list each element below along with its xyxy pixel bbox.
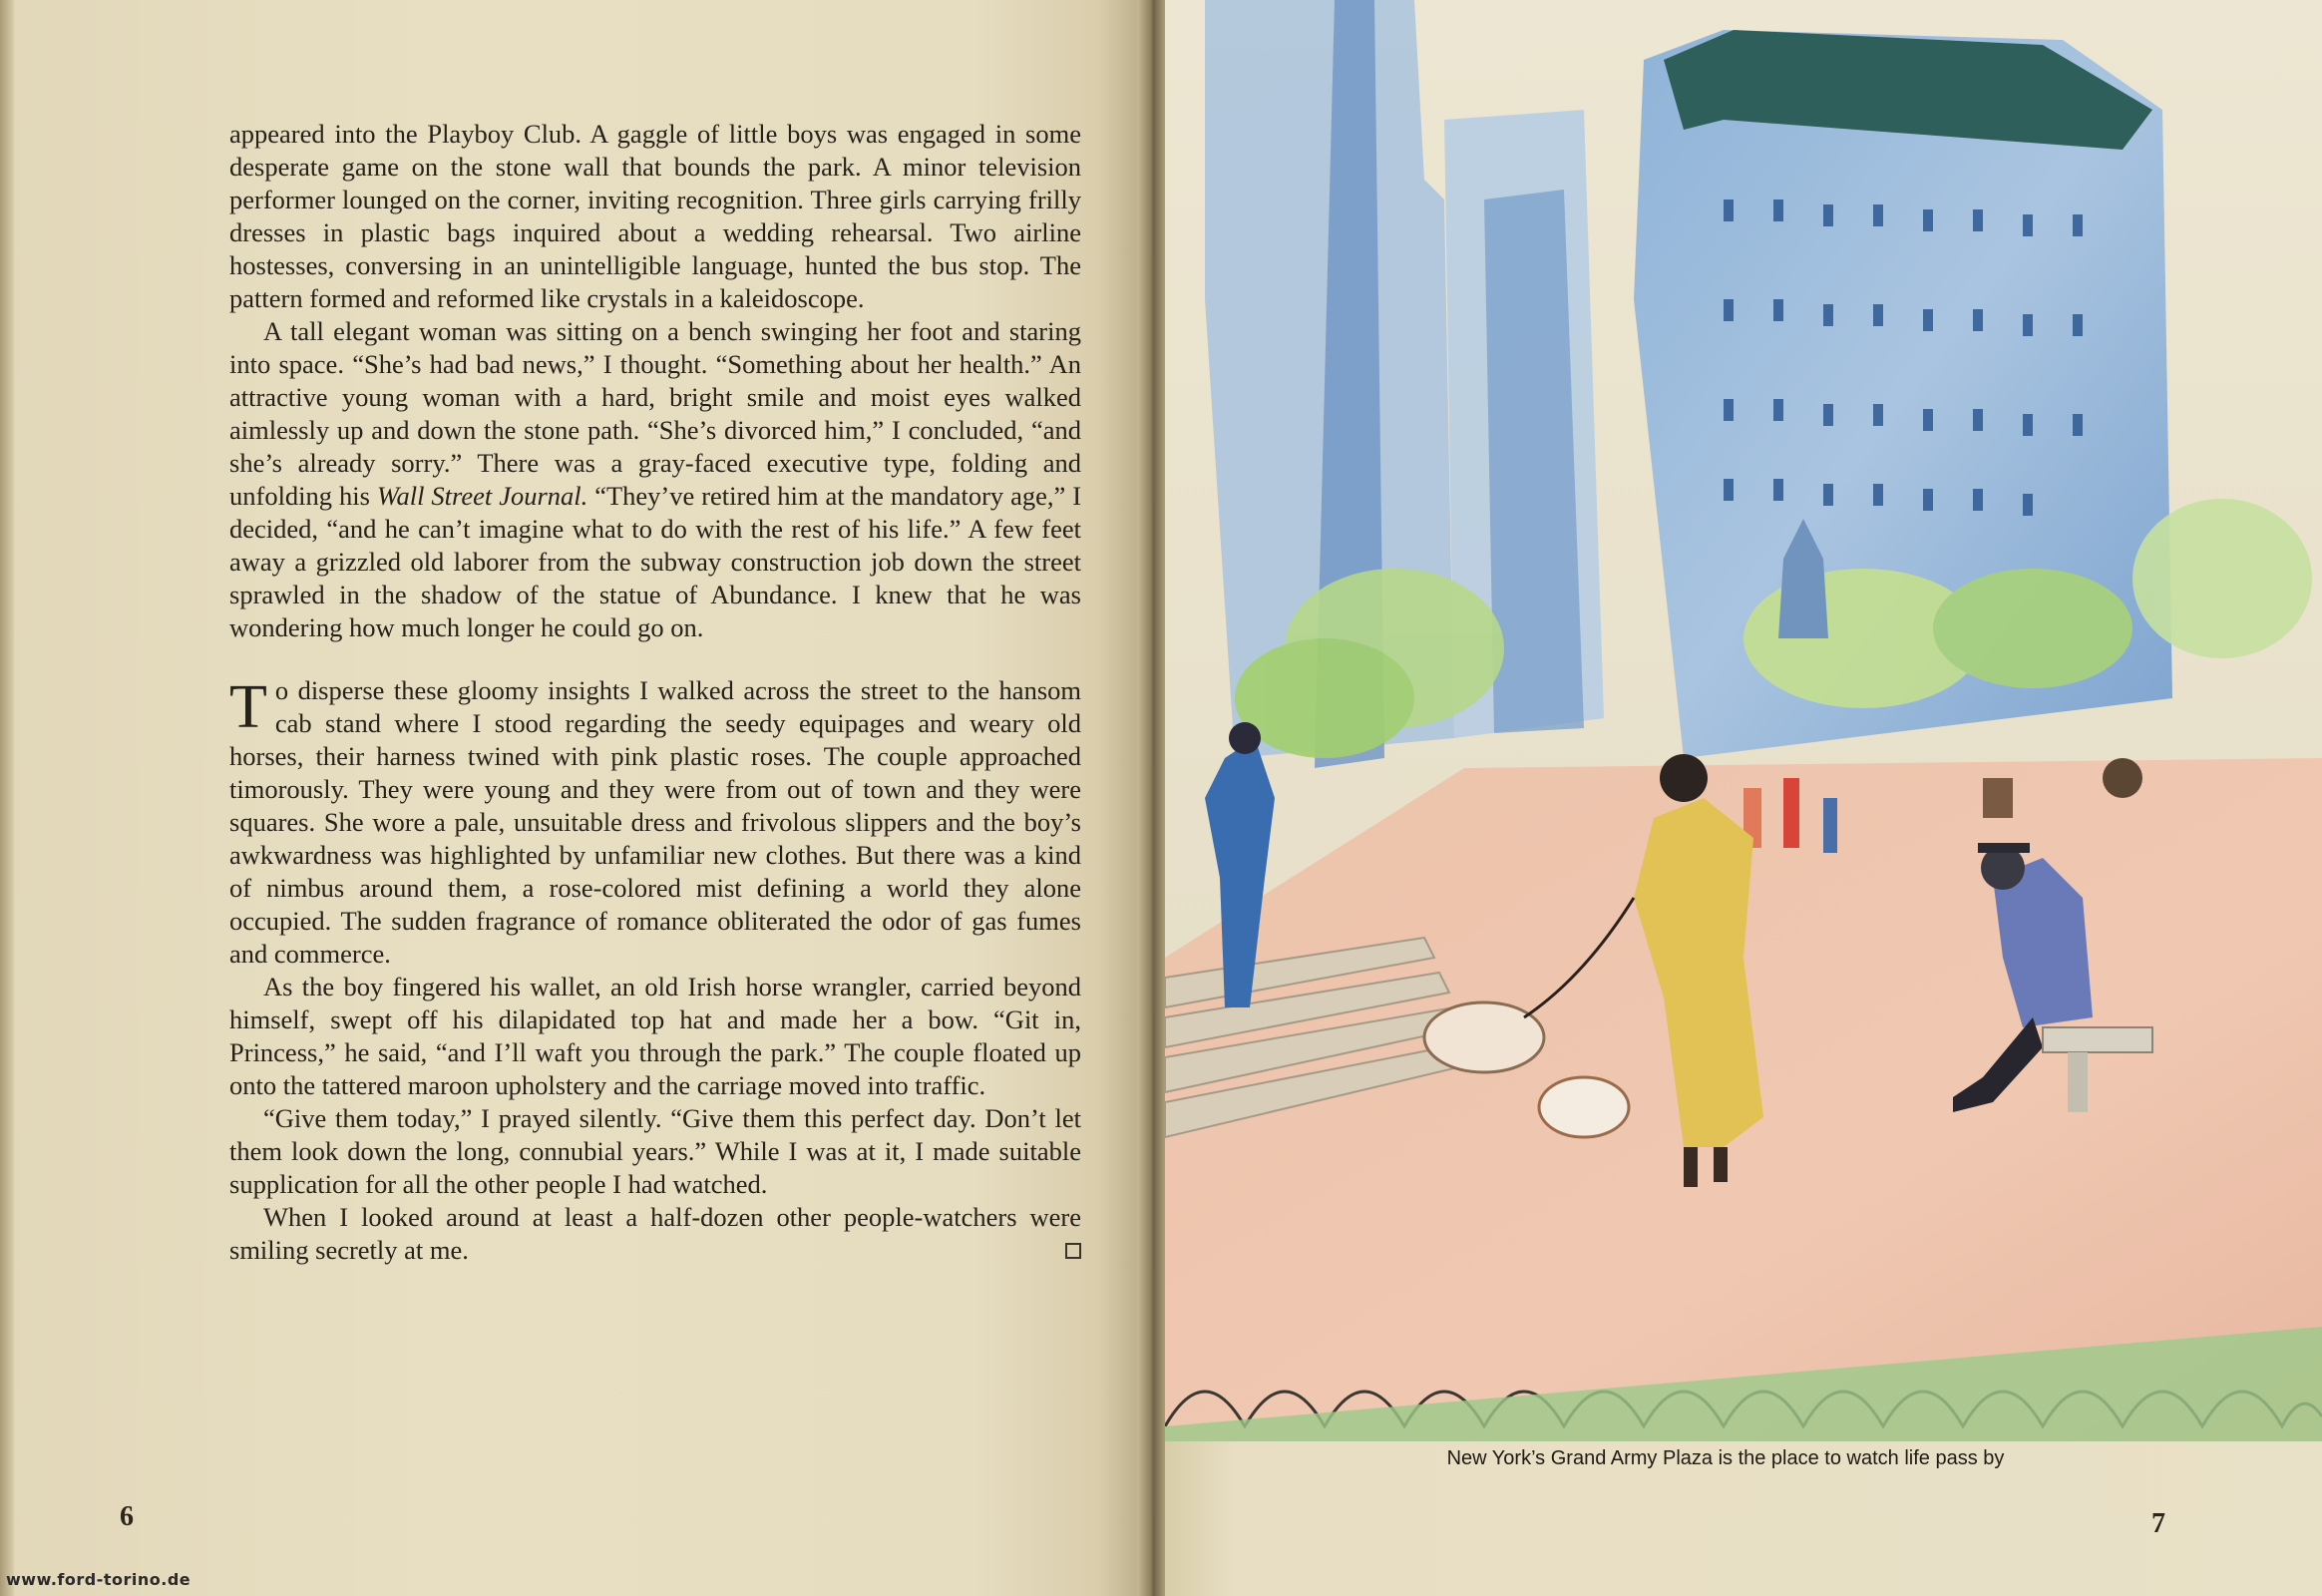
- left-page: [0, 0, 1145, 1596]
- italic-title: Wall Street Journal.: [376, 481, 588, 511]
- paragraph-text: “They’ve retired him at the mandatory age,” I decided, “and he can’t imagine what to do with the rest of his life.” A few feet away a grizzled old laborer from the subway construction job down the street sprawled in the shadow of the statue of Abundance. I knew that he was wondering how much longer he could go on.: [229, 481, 1082, 642]
- watermark: www.ford-torino.de: [6, 1570, 192, 1589]
- page-edge: [0, 0, 14, 1596]
- article-text: [229, 118, 1081, 1267]
- illustration-caption: New York’s Grand Army Plaza is the place to watch life pass by: [1446, 1447, 2005, 1469]
- paragraph-dropcap: [229, 674, 1081, 971]
- paragraph: “Give them today,” I prayed silently. “Give them this perfect day. Don’t let them look down the long, connubial years.” While I was at it, I made suitable supplication for all the other people I had watched.: [229, 1103, 1081, 1199]
- paragraph-text: When I looked around at least a half-dozen other people-watchers were smiling secretly at me.: [229, 1202, 1081, 1265]
- page-number-right: 7: [2151, 1508, 2165, 1539]
- paragraph: appeared into the Playboy Club. A gaggle of little boys was engaged in some desperate game on the stone wall that bounds the park. A minor television performer lounged on the corner, inviting recognition. Three girls carrying frilly dresses in plastic bags inquired about a wedding rehearsal. Two airline hostesses, conversing in an unintelligible language, hunted the bus stop. The pattern formed and reformed like crystals in a kaleidoscope.: [229, 119, 1081, 313]
- drop-cap: T: [229, 673, 267, 741]
- paragraph-last: [229, 1201, 1081, 1267]
- page-number-left: 6: [120, 1501, 134, 1532]
- paragraph-text: o disperse these gloomy insights I walked across the street to the hansom cab stand where I stood regarding the seedy equipages and weary old horses, their harness twined with pink plastic roses. The couple approached timorously. They were young and they were from out of town and they were squares. She wore a pale, unsuitable dress and frivolous slippers and the boy’s awkwardness was highlighted by unfamiliar new clothes. But there was a kind of nimbus around them, a rose-colored mist defining a world they alone occupied. The sudden fragrance of romance obliterated the odor of gas fumes and commerce.: [229, 675, 1081, 969]
- paragraph: [229, 315, 1081, 644]
- book-gutter: [1137, 0, 1167, 1596]
- paragraph-text: A tall elegant woman was sitting on a bench swinging her foot and staring into space. “She’s had bad news,” I thought. “Something about her health.” An attractive young woman with a hard, bright smile and moist eyes walked aimlessly up and down the stone path. “She’s divorced him,” I concluded, “and she’s already sorry.” There was a gray-faced executive type, folding and unfolding his: [229, 316, 1081, 511]
- paragraph: As the boy fingered his wallet, an old Irish horse wrangler, carried beyond himself, swept off his dilapidated top hat and made her a bow. “Git in, Princess,” he said, “and I’ll waft you through the park.” The couple floated up onto the tattered maroon upholstery and the carriage moved into traffic.: [229, 972, 1081, 1100]
- plaza-illustration: [1165, 0, 2322, 1441]
- end-mark-icon: [1065, 1243, 1081, 1259]
